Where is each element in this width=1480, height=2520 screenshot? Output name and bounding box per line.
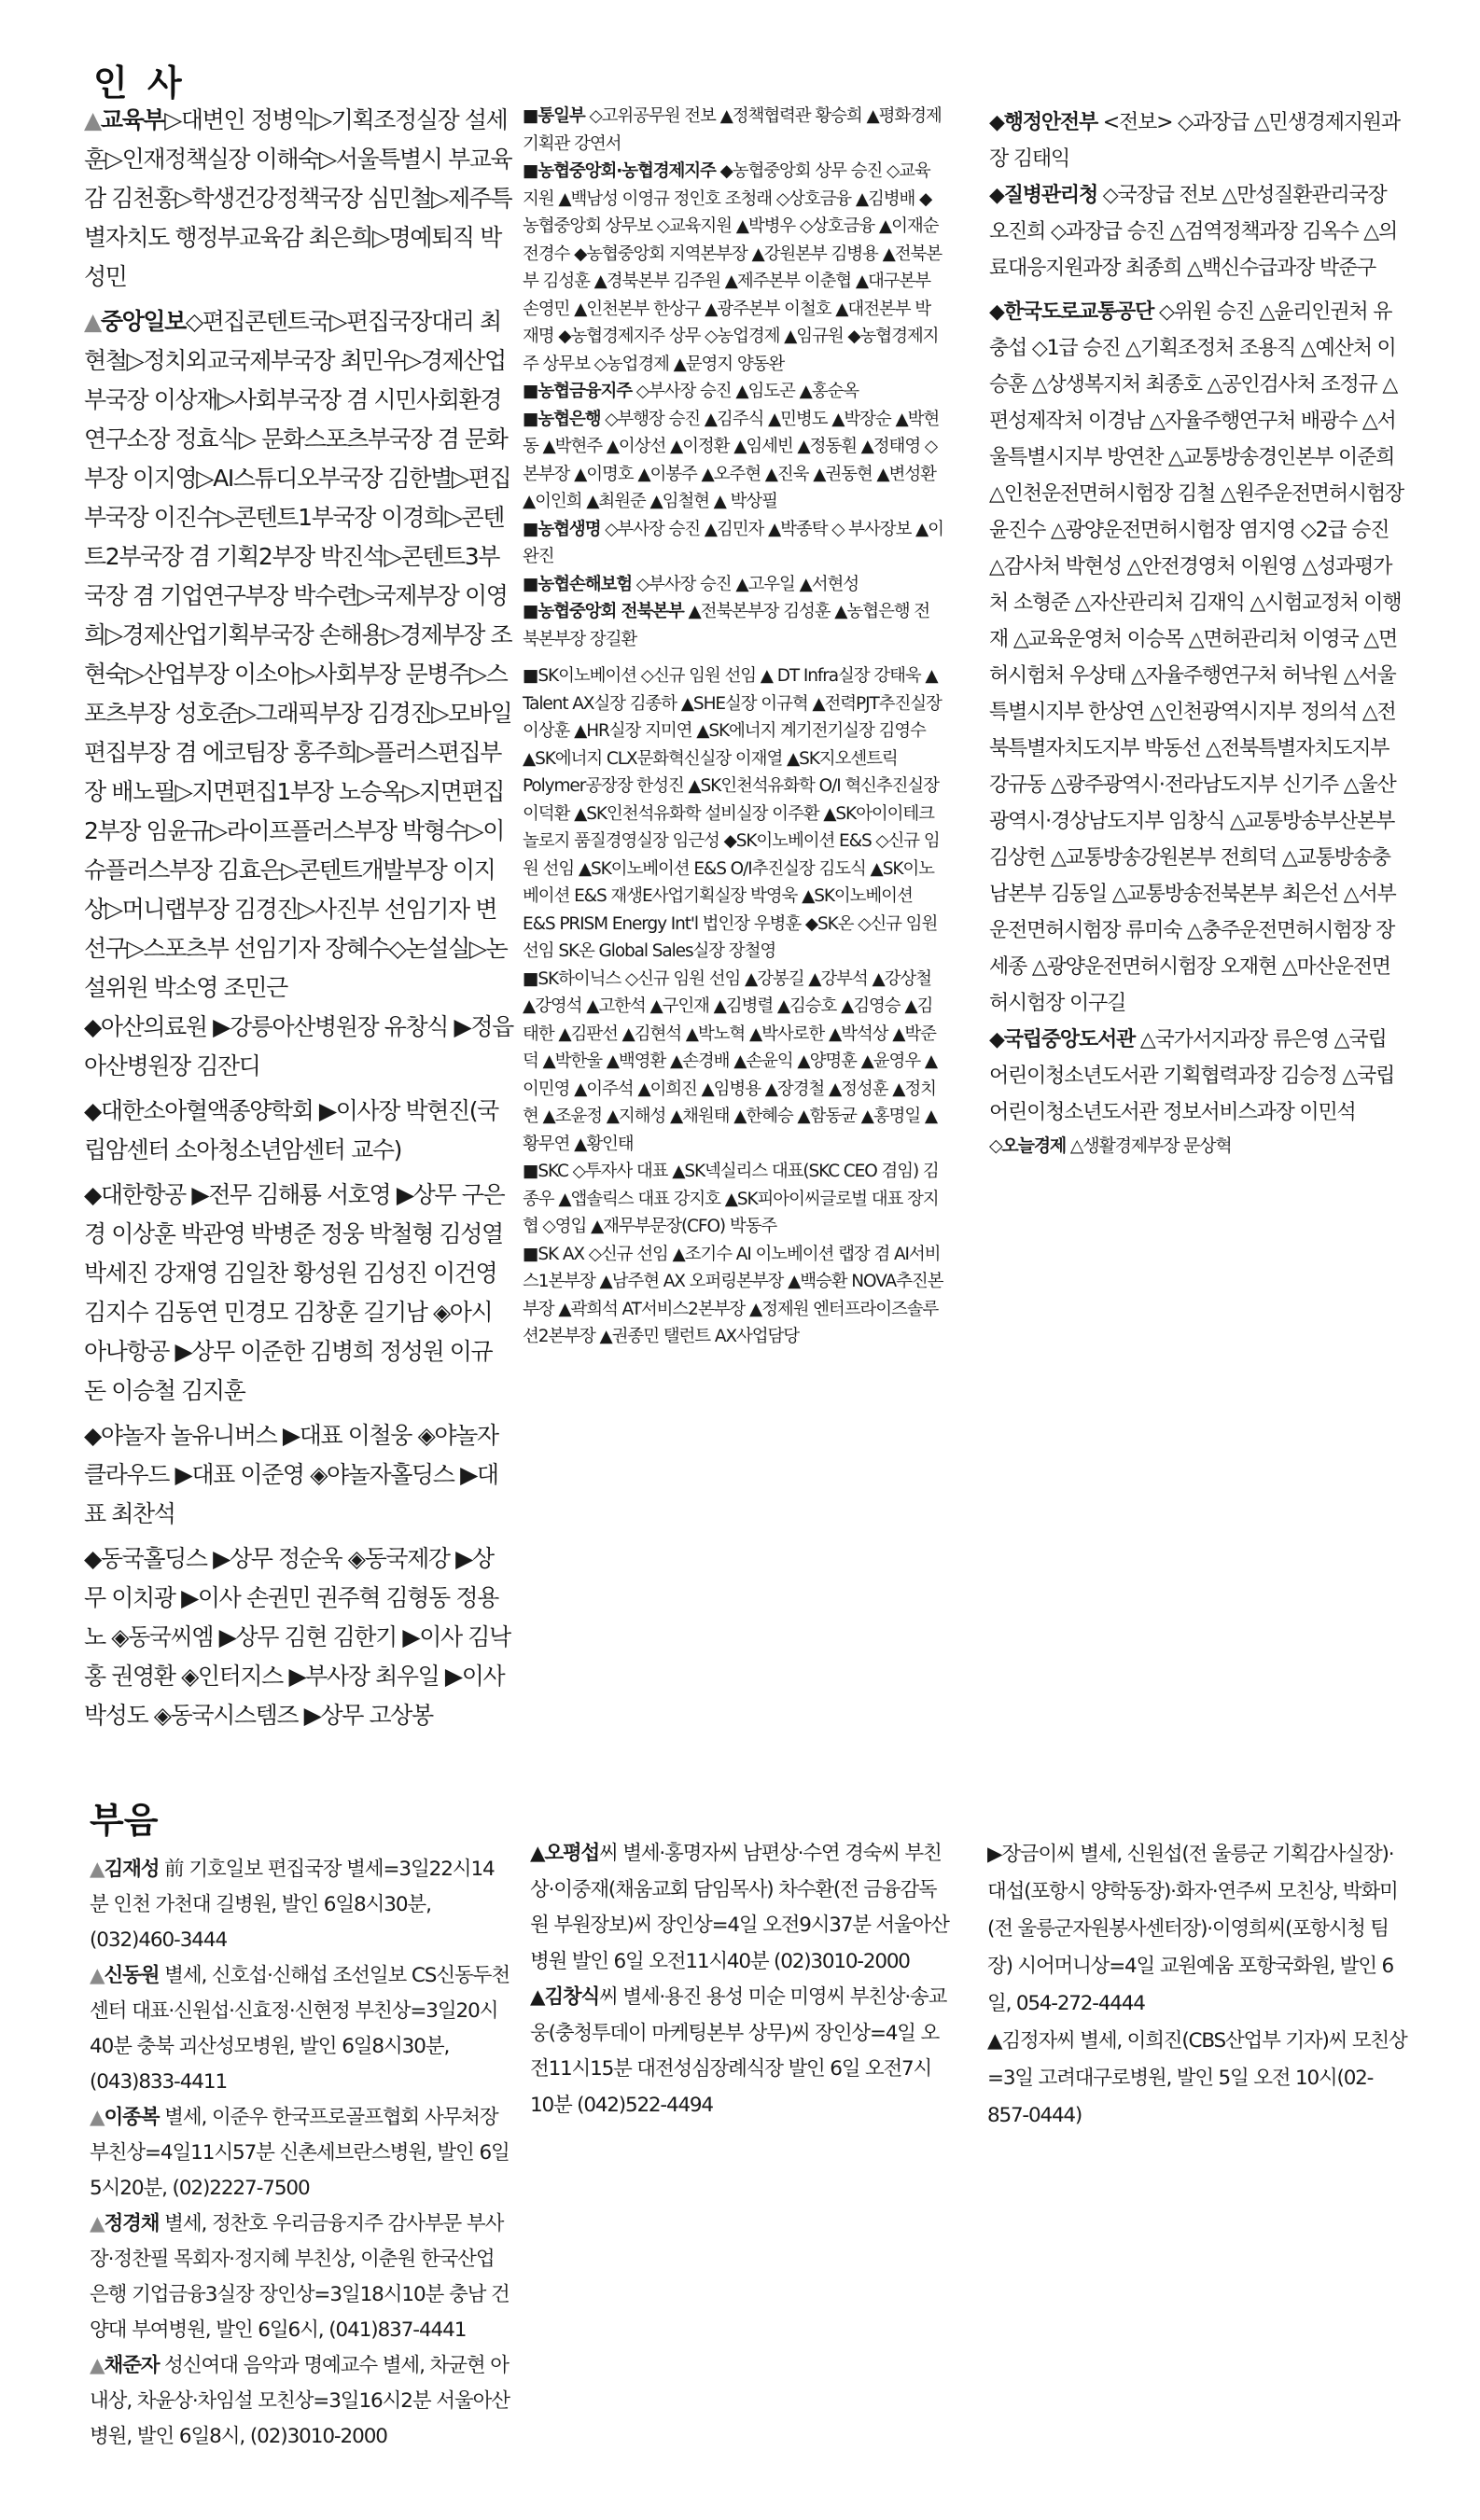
diamond-marker-icon: ◆ <box>989 300 1004 324</box>
entry-text: ◇부사장 승진 ▲고우일 ▲서현성 <box>632 574 859 594</box>
personnel-column-middle <box>523 103 944 1351</box>
personnel-entry <box>523 1241 944 1351</box>
right-arrow-marker-icon: ▶ <box>987 1843 1002 1866</box>
obituary-entry <box>987 1836 1407 2023</box>
org-name: 아산의료원 <box>100 1013 207 1040</box>
org-name: 농협중앙회 전북본부 <box>538 602 684 621</box>
deceased-name: 오평섭 <box>544 1842 600 1865</box>
org-name: 국립중앙도서관 <box>1003 1028 1136 1051</box>
entry-text: ◇부사장 승진 ▲임도곤 ▲홍순옥 <box>632 382 859 401</box>
diamond-marker-icon: ◆ <box>989 1028 1004 1051</box>
org-name: 통일부 <box>538 106 585 126</box>
square-marker-icon: ■ <box>523 409 538 429</box>
entry-text: △국가서지과장 류은영 △국립어린이청소년도서관 기획협력과장 김승정 △국립어린이청소년도서관 정보서비스과장 이민석 <box>989 1028 1395 1124</box>
personnel-column-left <box>84 101 513 1735</box>
entry-text: ◆농협중앙회 상무 승진 ◇교육지원 ▲백남성 이영규 정인호 조청래 ◇상호금융 ▲김병배 ◆농협중앙회 상무보 ◇교육지원 ▲박병우 ◇상호금융 ▲이재순 전경수 ◆농협중앙회 지역본부장 ▲강원본부 김병용 ▲전북본부 김성훈 ▲경북본부 김주원 ▲제주본부 이춘협 ▲대구본부 손영민 ▲인천본부 한상구 ▲광주본부 이철호 ▲대전본부 박재명 ◆농협경제지주 상무 ◇농업경제 ▲임규원 ◆농협경제지주 상무보 ◇농업경제 ▲문영지 양동완 <box>523 161 942 374</box>
triangle-marker-icon: ▲ <box>987 2029 1002 2053</box>
diamond-marker-icon: ◆ <box>84 1181 101 1208</box>
triangle-marker-icon: ▲ <box>84 106 101 133</box>
square-marker-icon: ■ <box>523 602 538 621</box>
obituary-entry <box>90 2207 511 2348</box>
obituary-text: 前 기호일보 편집국장 별세=3일22시14분 인천 가천대 길병원, 발인 6일8시30분, (032)460-3444 <box>90 1858 495 1952</box>
obituary-entry <box>90 1958 511 2100</box>
personnel-entry <box>523 571 944 599</box>
org-name: 질병관리청 <box>1003 184 1097 207</box>
personnel-entry <box>523 158 944 378</box>
diamond-marker-icon: ◆ <box>84 1545 101 1572</box>
triangle-marker-icon: ▲ <box>90 2354 105 2377</box>
deceased-name: 김창식 <box>544 1985 600 2009</box>
org-name: 농협은행 <box>538 409 601 429</box>
obituary-entry <box>987 2023 1407 2135</box>
deceased-name: 이종복 <box>104 2106 160 2129</box>
personnel-entry <box>989 1022 1404 1131</box>
personnel-entry <box>523 966 944 1159</box>
triangle-marker-icon: ▲ <box>90 1858 105 1881</box>
obituary-text: 씨 별세·홍명자씨 남편상·수연 경숙씨 부친상·이중재(채움교회 담임목사) 차수환(전 금융감독원 부원장보)씨 장인상=4일 오전9시37분 서울아산병원 발인 6일 오전11시40분 (02)3010-2000 <box>530 1842 949 1973</box>
entry-text: ▶대표 이철웅 ◈야놀자클라우드 ▶대표 이준영 ◈야놀자홀딩스 ▶대표 최찬석 <box>84 1422 498 1527</box>
personnel-column-right <box>989 104 1404 1161</box>
org-name: 교육부 <box>100 106 165 133</box>
personnel-entry <box>989 177 1404 286</box>
entry-text: ◇신규 임원 선임 ▲ DT Infra실장 강태욱 ▲ Talent AX실장 김종하 ▲SHE실장 이규혁 ▲전력PJT추진실장 이상훈 ▲HR실장 지미연 ▲SK에너지 계기전기실장 김영수 ▲SK에너지 CLX문화혁신실장 이재열 ▲SK지오센트릭 Polymer공장장 한성진 ▲SK인천석유화학 O/I 혁신추진실장 이덕환 ▲SK인천석유화학 설비실장 이주환 ▲SK아이이테크놀로지 품질경영실장 임근성 ◆SK이노베이션 E&S ◇신규 임원 선임 ▲SK이노베이션 E&S O/I추진실장 김도식 ▲SK이노베이션 E&S 재생E사업기획실장 박영욱 ▲SK이노베이션 E&S PRISM Energy Int'l 법인장 우병훈 ◆SK온 ◇신규 임원 선임 SK온 Global Sales실장 장철영 <box>523 666 942 961</box>
personnel-entry <box>84 1008 513 1086</box>
obituary-section-title: 부음 <box>90 1800 159 1841</box>
square-marker-icon: ■ <box>523 968 538 989</box>
triangle-marker-icon: ▲ <box>84 308 101 335</box>
org-name: 농협손해보험 <box>538 574 633 594</box>
personnel-entry <box>523 103 944 158</box>
square-marker-icon: ■ <box>523 519 538 539</box>
obituary-column-right <box>987 1836 1407 2135</box>
obituary-entry <box>90 1852 511 1958</box>
org-name: 행정안전부 <box>1003 111 1097 134</box>
obituary-column-middle <box>530 1836 950 2123</box>
diamond-marker-icon: ◆ <box>84 1097 101 1124</box>
obituary-entry <box>90 2348 511 2455</box>
personnel-entry <box>84 101 513 297</box>
personnel-entry <box>84 1539 513 1735</box>
diamond-marker-icon: ◆ <box>84 1422 101 1449</box>
obituary-entry <box>530 1980 950 2123</box>
entry-text: ▶전무 김해룡 서호영 ▶상무 구은경 이상훈 박관영 박병준 정웅 박철형 김성열 박세진 강재영 김일찬 황성원 김성진 이건영 김지수 김동연 민경모 김창훈 길기남 ◈아시아나항공 ▶상무 이준한 김병희 정성원 이규돈 이승철 김지훈 <box>84 1181 505 1404</box>
entry-text: ◇신규 임원 선임 ▲강봉길 ▲강부석 ▲강상철 ▲강영석 ▲고한석 ▲구인재 ▲김병렬 ▲김승호 ▲김영승 ▲김태한 ▲김판선 ▲김현석 ▲박노혁 ▲박사로한 ▲박석상 ▲박준덕 ▲박한울 ▲백영환 ▲손경배 ▲손윤익 ▲양명훈 ▲윤영우 ▲이민영 ▲이주석 ▲이희진 ▲임병용 ▲장경철 ▲정성훈 ▲정치현 ▲조윤정 ▲지해성 ▲채원태 ▲한혜승 ▲함동균 ▲홍명일 ▲황무연 ▲황인태 <box>523 968 938 1154</box>
personnel-entry <box>523 406 944 516</box>
square-marker-icon: ■ <box>523 1244 538 1264</box>
deceased-name: 김재성 <box>104 1858 160 1881</box>
org-name: SKC <box>538 1162 568 1181</box>
entry-text: ◇위원 승진 △윤리인권처 유충섭 ◇1급 승진 △기획조정처 조용직 △예산처 이승훈 △상생복지처 최종호 △공인검사처 조정규 △편성제작처 이경남 △자율주행연구처 배광수 △서울특별시지부 방연찬 △교통방송경인본부 이준희 △인천운전면허시험장 김철 △원주운전면허시험장 윤진수 △광양운전면허시험장 염지영 ◇2급 승진 △감사처 박현성 △안전경영처 이원영 △성과평가처 소형준 △자산관리처 김재익 △시험교정처 이행재 △교육운영처 이승목 △면허관리처 이영국 △면허시험처 우상태 △자율주행연구처 허낙원 △서울특별시지부 한상연 △인천광역시지부 정의석 △전북특별자치도지부 박동선 △전북특별자치도지부 강규동 △광주광역시·전라남도지부 신기주 △울산광역시·경상남도지부 임창식 △교통방송부산본부 김상헌 △교통방송강원본부 전희덕 △교통방송충남본부 김동일 △교통방송전북본부 최은선 △서부운전면허시험장 류미숙 △충주운전면허시험장 장세종 △광양운전면허시험장 오재현 △마산운전면허시험장 이구길 <box>989 300 1404 1015</box>
hollow-diamond-marker-icon: ◇ <box>989 1135 1002 1156</box>
obituary-entry <box>530 1836 950 1980</box>
org-name: 농협생명 <box>538 519 601 539</box>
deceased-name: 정경채 <box>104 2212 160 2235</box>
square-marker-icon: ■ <box>523 161 538 181</box>
obituary-text: 별세, 이준우 한국프로골프협회 사무처장 부친상=4일11시57분 신촌세브란스병원, 발인 6일5시20분, (02)2227-7500 <box>90 2106 510 2200</box>
personnel-section-title: 인 사 <box>93 63 186 104</box>
obituary-entry <box>90 2100 511 2207</box>
triangle-marker-icon: ▲ <box>530 1842 545 1865</box>
entry-text: ◇부사장 승진 ▲김민자 ▲박종탁 ◇ 부사장보 ▲이완진 <box>523 519 943 566</box>
personnel-entry <box>84 1176 513 1411</box>
org-name: 한국도로교통공단 <box>1003 300 1154 324</box>
org-name: 동국홀딩스 <box>100 1545 207 1572</box>
personnel-entry <box>989 1131 1404 1161</box>
personnel-entry <box>989 294 1404 1022</box>
diamond-marker-icon: ◆ <box>989 111 1004 134</box>
org-name: 대한항공 <box>100 1181 186 1208</box>
triangle-marker-icon: ▲ <box>90 2106 105 2129</box>
entry-text: ◇국장급 전보 △만성질환관리국장 오진희 ◇과장급 승진 △검역정책과장 김옥수 △의료대응지원과장 최종희 △백신수급과장 박준구 <box>989 184 1398 280</box>
deceased-name: 채준자 <box>104 2354 160 2377</box>
triangle-marker-icon: ▲ <box>90 1964 105 1987</box>
triangle-marker-icon: ▲ <box>90 2212 105 2235</box>
org-name: SK이노베이션 <box>538 666 636 686</box>
deceased-name: 신동원 <box>104 1964 160 1987</box>
personnel-entry <box>523 378 944 406</box>
triangle-marker-icon: ▲ <box>530 1985 545 2009</box>
obituary-text: 별세, 정찬호 우리금융지주 감사부문 부사장·정찬필 목회자·정지혜 부친상, 이춘원 한국산업은행 기업금융3실장 장인상=3일18시10분 충남 건양대 부여병원, 발인 6일6시, (041)837-4441 <box>90 2212 510 2342</box>
entry-text: ▶이사장 박현진(국립암센터 소아청소년암센터 교수) <box>84 1097 498 1163</box>
org-name: 오늘경제 <box>1001 1135 1067 1156</box>
entry-text: ▶상무 정순욱 ◈동국제강 ▶상무 이치광 ▶이사 손권민 권주혁 김형동 정용노 ◈동국씨엠 ▶상무 김현 김한기 ▶이사 김낙홍 권영환 ◈인터지스 ▶부사장 최우일 ▶이사 박성도 ◈동국시스템즈 ▶상무 고상봉 <box>84 1545 510 1729</box>
diamond-marker-icon: ◆ <box>989 184 1004 207</box>
diamond-marker-icon: ◆ <box>84 1013 101 1040</box>
obituary-column-left <box>90 1852 511 2455</box>
obituary-text: 씨 별세·용진 용성 미순 미영씨 부친상·송교웅(충청투데이 마케팅본부 상무)씨 장인상=4일 오전11시15분 대전성심장례식장 발인 6일 오전7시10분 (042)522-4494 <box>530 1985 947 2117</box>
entry-text: △생활경제부장 문상혁 <box>1066 1135 1232 1156</box>
entry-text: ◇부행장 승진 ▲김주식 ▲민병도 ▲박장순 ▲박현동 ▲박현주 ▲이상선 ▲이정환 ▲임세빈 ▲정동훤 ▲정태영 ◇본부장 ▲이명호 ▲이봉주 ▲오주현 ▲진욱 ▲권동현 ▲변성환 ▲이인희 ▲최원준 ▲임철현 ▲ 박상필 <box>523 409 940 511</box>
entry-text: ◇투자사 대표 ▲SK넥실리스 대표(SKC CEO 겸임) 김종우 ▲앱솔릭스 대표 강지호 ▲SK피아이씨글로벌 대표 장지협 ◇영입 ▲재무부문장(CFO) 박동주 <box>523 1162 939 1236</box>
personnel-entry <box>989 104 1404 177</box>
entry-text: ◇신규 선임 ▲조기수 AI 이노베이션 랩장 겸 AI서비스1본부장 ▲남주현 AX 오퍼링본부장 ▲백승환 NOVA추진본부장 ▲곽희석 AT서비스2본부장 ▲정제원 엔터프라이즈솔루션2본부장 ▲권종민 탤런트 AX사업담당 <box>523 1244 943 1346</box>
square-marker-icon: ■ <box>523 666 538 686</box>
obituary-text: 성신여대 음악과 명예교수 별세, 차균현 아내상, 차윤상·차임설 모친상=3일16시2분 서울아산병원, 발인 6일8시, (02)3010-2000 <box>90 2354 510 2448</box>
personnel-entry <box>84 1092 513 1170</box>
personnel-entry <box>523 1158 944 1241</box>
square-marker-icon: ■ <box>523 574 538 594</box>
square-marker-icon: ■ <box>523 382 538 401</box>
org-name: SK하이닉스 <box>538 968 621 989</box>
obituary-text: 장금이씨 별세, 신원섭(전 울릉군 기획감사실장)·대섭(포항시 양학동장)·화자·연주씨 모친상, 박화미(전 울릉군자원봉사센터장)·이영희씨(포항시청 팀장) 시어머니상=4일 교원예움 포항국화원, 발인 6일, 054-272-4444 <box>987 1843 1398 2015</box>
personnel-entry <box>523 598 944 653</box>
entry-text: <전보> ◇과장급 △민생경제지원과장 김태익 <box>989 111 1400 171</box>
org-name: 야놀자 놀유니버스 <box>100 1422 277 1449</box>
org-name: 농협중앙회·농협경제지주 <box>538 161 716 181</box>
org-name: SK AX <box>538 1244 584 1264</box>
entry-text: ▲전북본부장 김성훈 ▲농협은행 전북본부장 장길환 <box>523 602 930 649</box>
obituary-text: 별세, 신호섭·신해섭 조선일보 CS신동두천센터 대표·신원섭·신효정·신현정 부친상=3일20시40분 충북 괴산성모병원, 발인 6일8시30분, (043)833-4411 <box>90 1964 510 2094</box>
entry-text: ▷대변인 정병익▷기획조정실장 설세훈▷인재정책실장 이해숙▷서울특별시 부교육감 김천홍▷학생건강정책국장 심민철▷제주특별자치도 행정부교육감 최은희▷명예퇴직 박성민 <box>84 106 512 290</box>
square-marker-icon: ■ <box>523 1162 538 1181</box>
entry-text: ◇편집콘텐트국▷편집국장대리 최현철▷정치외교국제부국장 최민우▷경제산업부국장 이상재▷사회부국장 겸 시민사회환경연구소장 정효식▷ 문화스포츠부국장 겸 문화부장 이지영▷AI스튜디오부국장 김한별▷편집부국장 이진수▷콘텐트1부국장 이경희▷콘텐트2부국장 겸 기획2부장 박진석▷콘텐트3부국장 겸 기업연구부장 박수련▷국제부장 이영희▷경제산업기획부국장 손해용▷경제부장 조현숙▷산업부장 이소아▷사회부장 문병주▷스포츠부장 성호준▷그래픽부장 김경진▷모바일편집부장 겸 에코팀장 홍주희▷플러스편집부장 배노필▷지면편집1부장 노승옥▷지면편집2부장 임윤규▷라이프플러스부장 박형수▷이슈플러스부장 김효은▷콘텐트개발부장 이지상▷머니랩부장 김경진▷사진부 선임기자 변선구▷스포츠부 선임기자 장혜수◇논설실▷논설위원 박소영 조민근 <box>84 308 512 1001</box>
org-name: 농협금융지주 <box>538 382 633 401</box>
personnel-entry <box>523 662 944 966</box>
org-name: 중앙일보 <box>100 308 186 335</box>
personnel-entry <box>523 516 944 571</box>
entry-text: ▶강릉아산병원장 유창식 ▶정읍아산병원장 김잔디 <box>84 1013 513 1079</box>
obituary-text: 김정자씨 별세, 이희진(CBS산업부 기자)씨 모친상=3일 고려대구로병원, 발인 5일 오전 10시(02-857-0444) <box>987 2029 1407 2127</box>
entry-text: ◇고위공무원 전보 ▲정책협력관 황승희 ▲평화경제기획관 강연서 <box>523 106 942 154</box>
personnel-entry <box>84 1416 513 1534</box>
org-name: 대한소아혈액종양학회 <box>100 1097 314 1124</box>
square-marker-icon: ■ <box>523 106 538 126</box>
personnel-entry <box>84 302 513 1008</box>
